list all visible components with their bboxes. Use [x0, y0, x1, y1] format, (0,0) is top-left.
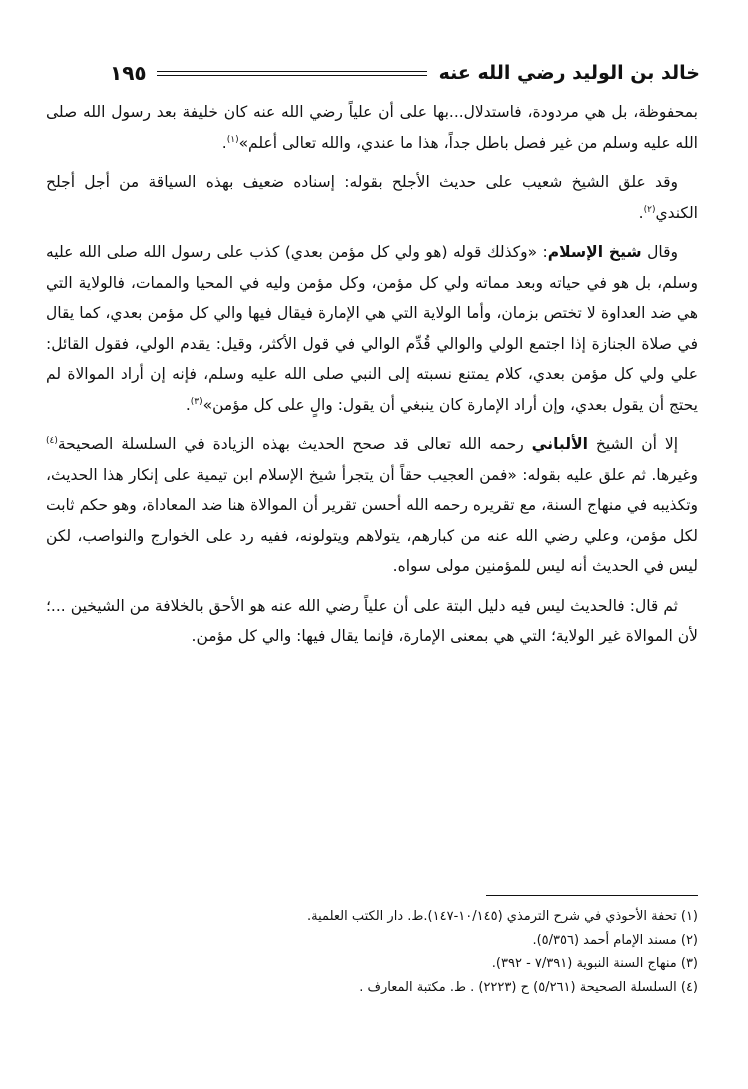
paragraph-4	[46, 429, 698, 582]
paragraph-3-end: .	[185, 395, 191, 414]
paragraph-2-text: وقد علق الشيخ شعيب على حديث الأجلح بقوله: إسناده ضعيف بهذه السياقة من أجل أجلح الكندي	[46, 173, 698, 222]
paragraph-5	[46, 591, 698, 652]
footnote-ref-1: (١)	[226, 134, 239, 145]
paragraph-4-lead: إلا أن الشيخ	[587, 435, 679, 453]
author-name-ibn-taymiyyah: شيخ الإسلام	[547, 243, 642, 261]
footnote-ref-2: (٢)	[643, 204, 656, 215]
header-rule	[157, 71, 427, 76]
footnote-3: (٣) منهاج السنة النبوية (٧/٣٩١ - ٣٩٢).	[491, 956, 698, 971]
author-name-albani: الألباني	[531, 435, 588, 453]
paragraph-1	[46, 97, 698, 158]
paragraph-4-text-a: رحمه الله تعالى قد صحح الحديث بهذه الزيادة في السلسلة الصحيحة	[57, 435, 532, 453]
main-text	[46, 97, 698, 661]
footnote-1: (١) تحفة الأحوذي في شرح الترمذي (١٠/١٤٥-١٤٧).ط. دار الكتب العلمية.	[307, 909, 698, 924]
paragraph-2	[46, 167, 698, 228]
paragraph-2-end: .	[638, 203, 644, 222]
book-title: خالد بن الوليد رضي الله عنه	[438, 62, 700, 84]
footnotes	[60, 905, 698, 999]
paragraph-5-text: ثم قال: فالحديث ليس فيه دليل البتة على أن علياً رضي الله عنه هو الأحق بالخلافة من الشيخين ...؛ لأن الموالاة غير الولاية؛ التي هي بمعنى الإمارة، فإنما يقال فيها: والي كل مؤمن.	[46, 596, 698, 645]
paragraph-3-text: : «وكذلك قوله (هو ولي كل مؤمن بعدي) كذب على رسول الله صلى الله عليه وسلم، بل هو في حياته وبعد مماته ولي كل مؤمن، وكل مؤمن وليه في المحيا والممات، فالولاية التي هي ضد العداوة لا تختص بزمان، وأما الولاية التي هي الإمارة فيقال فيها والي كل مؤمن بعدي، كما يقال في صلاة الجنازة إذا اجتمع الولي والوالي قُدِّم الوالي في قول الأكثر، وقيل: يقدم الولي، فقول القائل: علي ولي كل مؤمن بعدي، كلام يمتنع نسبته إلى النبي صلى الله عليه وسلم، فإنه إن أراد الموالاة لم يحتج أن يقول بعدي، وإن أراد الإمارة كان ينبغي أن يقول: والٍ على كل مؤمن»	[46, 243, 698, 414]
paragraph-3	[46, 237, 698, 420]
paragraph-1-end: .	[221, 133, 227, 152]
footnote-ref-3: (٣)	[190, 396, 203, 407]
footnote-ref-4: (٤)	[46, 435, 58, 446]
page-number: ١٩٥	[110, 61, 147, 85]
footnote-2: (٢) مسند الإمام أحمد (٥/٣٥٦).	[532, 932, 698, 948]
paragraph-1-text: بمحفوظة، بل هي مردودة، فاستدلال...بها على أن علياً رضي الله عنه كان خليفة بعد رسول الله صلى الله عليه وسلم من غير فصل باطل جداً، هذا ما عندي، والله تعالى أعلم»	[46, 103, 698, 152]
paragraph-3-lead: وقال	[641, 243, 679, 261]
paragraph-4-text-b: وغيرها. ثم علق عليه بقوله: «فمن العجيب حقاً أن يتجرأ شيخ الإسلام ابن تيمية على إنكار هذا الحديث، وتكذيبه في منهاج السنة، مع تقريره رحمه الله أحسن تقرير أن الموالاة هنا ضد المعاداة، وهو حكم ثابت لكل مؤمن، وعلي رضي الله عنه من كبارهم، يتولاهم ويتولونه، ففيه رد على الخوارج والنواصب، لكن ليس في الحديث أنه ليس للمؤمنين مولى سواه.	[46, 465, 698, 575]
running-header	[110, 58, 700, 88]
footnote-separator	[486, 895, 698, 896]
footnote-4: (٤) السلسلة الصحيحة (٥/٢٦١) ح (٢٢٢٣) . ط. مكتبة المعارف .	[359, 979, 698, 995]
